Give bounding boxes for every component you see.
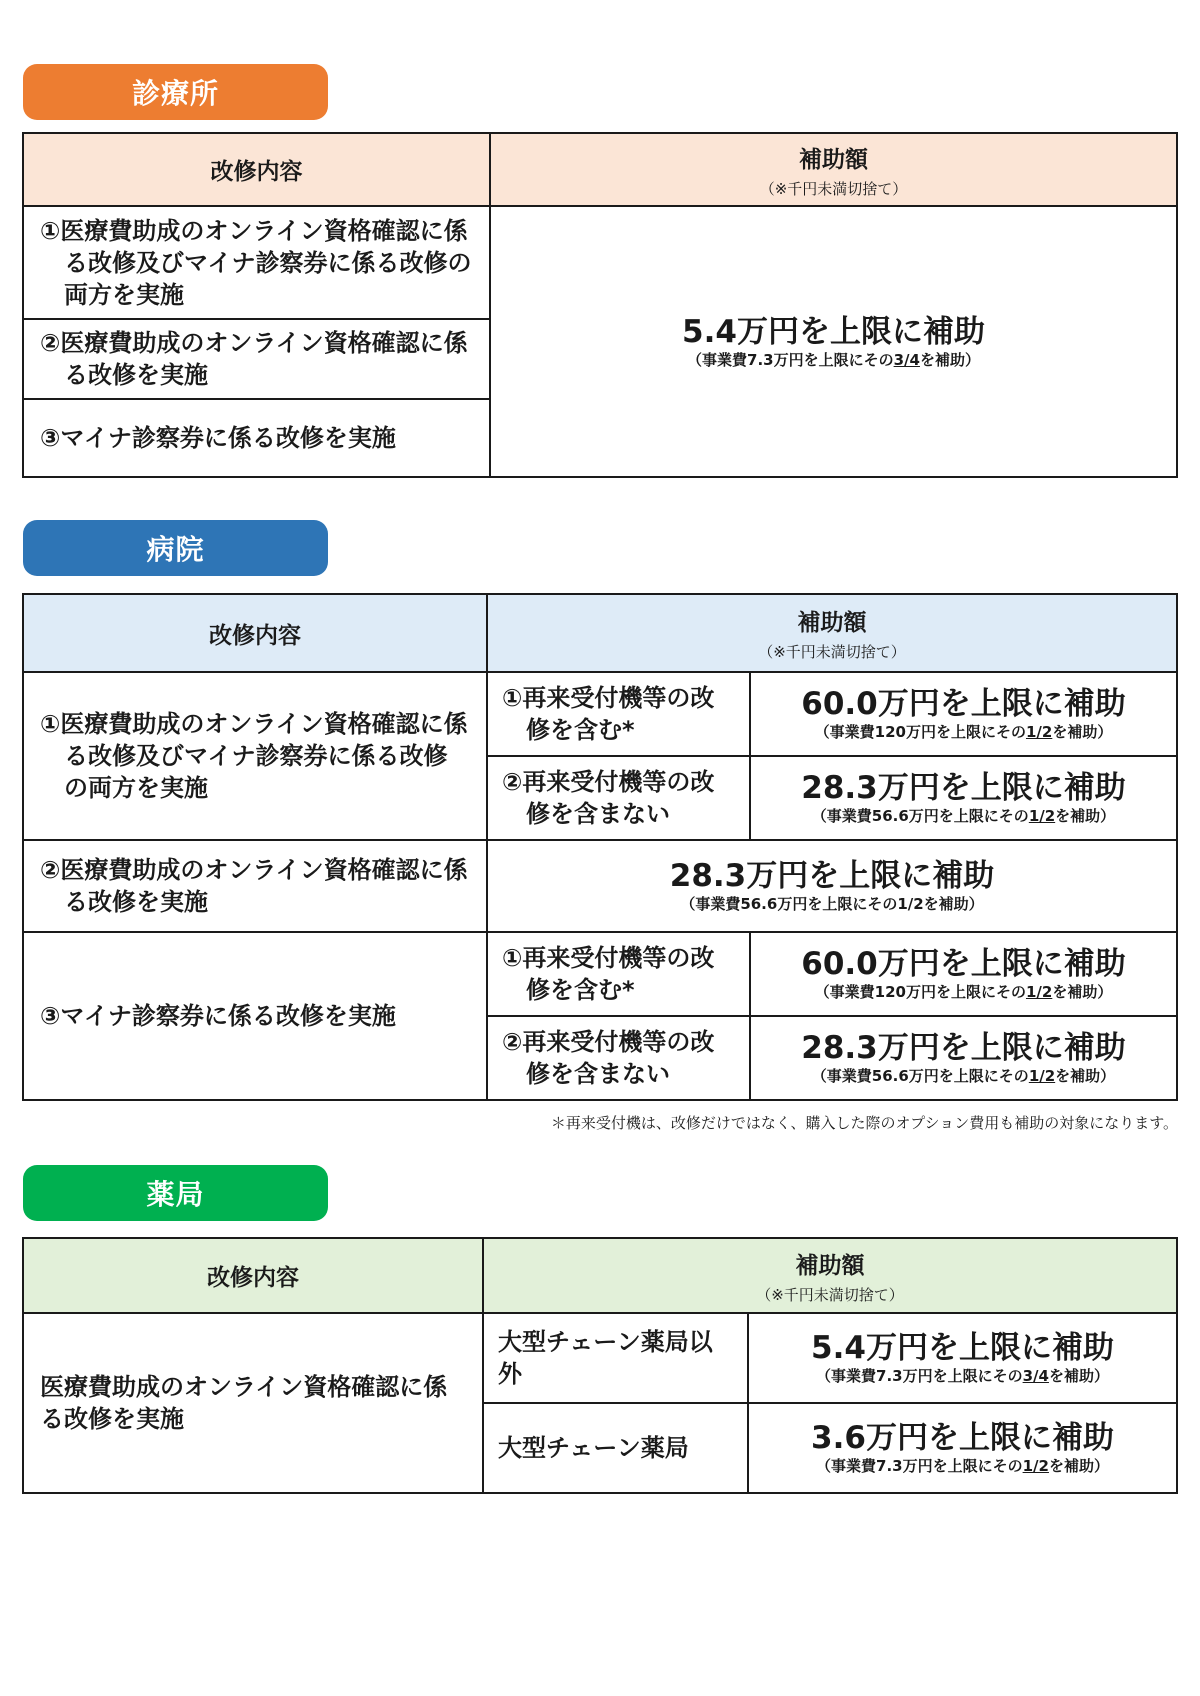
pharmacy-item: 医療費助成のオンライン資格確認に係る改修を実施 — [23, 1313, 483, 1493]
clinic-item-3: ③マイナ診察券に係る改修を実施 — [23, 399, 490, 477]
hospital-amount: 28.3万円を上限に補助 （事業費56.6万円を上限にその1/2を補助） — [750, 1016, 1177, 1100]
hospital-cond: ①再来受付機等の改修を含む* — [487, 932, 750, 1016]
hospital-table — [22, 593, 1178, 1101]
section-label-clinic: 診療所 — [23, 64, 328, 120]
header-amount: 補助額 （※千円未満切捨て） — [490, 133, 1177, 206]
header-amount: 補助額 （※千円未満切捨て） — [487, 594, 1177, 672]
pharmacy-cond: 大型チェーン薬局以外 — [483, 1313, 748, 1403]
hospital-amount: 60.0万円を上限に補助 （事業費120万円を上限にその1/2を補助） — [750, 932, 1177, 1016]
pharmacy-table — [22, 1237, 1178, 1494]
hospital-item-3: ③マイナ診察券に係る改修を実施 — [23, 932, 487, 1100]
pharmacy-cond: 大型チェーン薬局 — [483, 1403, 748, 1493]
hospital-item-2: ②医療費助成のオンライン資格確認に係る改修を実施 — [23, 840, 487, 932]
hospital-footnote: ＊再来受付機は、改修だけではなく、購入した際のオプション費用も補助の対象になります。 — [550, 1114, 1178, 1132]
hospital-cond: ②再来受付機等の改修を含まない — [487, 756, 750, 840]
hospital-amount: 28.3万円を上限に補助 （事業費56.6万円を上限にその1/2を補助） — [750, 756, 1177, 840]
pharmacy-amount: 3.6万円を上限に補助 （事業費7.3万円を上限にその1/2を補助） — [748, 1403, 1177, 1493]
section-label-pharmacy: 薬局 — [23, 1165, 328, 1221]
clinic-item-1: ①医療費助成のオンライン資格確認に係る改修及びマイナ診察券に係る改修の両方を実施 — [23, 206, 490, 319]
hospital-item-1: ①医療費助成のオンライン資格確認に係る改修及びマイナ診察券に係る改修の両方を実施 — [23, 672, 487, 840]
header-amount: 補助額 （※千円未満切捨て） — [483, 1238, 1177, 1313]
hospital-amount: 28.3万円を上限に補助 （事業費56.6万円を上限にその1/2を補助） — [487, 840, 1177, 932]
clinic-item-2: ②医療費助成のオンライン資格確認に係る改修を実施 — [23, 319, 490, 399]
clinic-amount: 5.4万円を上限に補助 （事業費7.3万円を上限にその3/4を補助） — [490, 206, 1177, 477]
hospital-amount: 60.0万円を上限に補助 （事業費120万円を上限にその1/2を補助） — [750, 672, 1177, 756]
section-label-hospital: 病院 — [23, 520, 328, 576]
header-content: 改修内容 — [23, 1238, 483, 1313]
hospital-cond: ①再来受付機等の改修を含む* — [487, 672, 750, 756]
hospital-cond: ②再来受付機等の改修を含まない — [487, 1016, 750, 1100]
header-content: 改修内容 — [23, 133, 490, 206]
header-content: 改修内容 — [23, 594, 487, 672]
pharmacy-amount: 5.4万円を上限に補助 （事業費7.3万円を上限にその3/4を補助） — [748, 1313, 1177, 1403]
clinic-table — [22, 132, 1178, 478]
